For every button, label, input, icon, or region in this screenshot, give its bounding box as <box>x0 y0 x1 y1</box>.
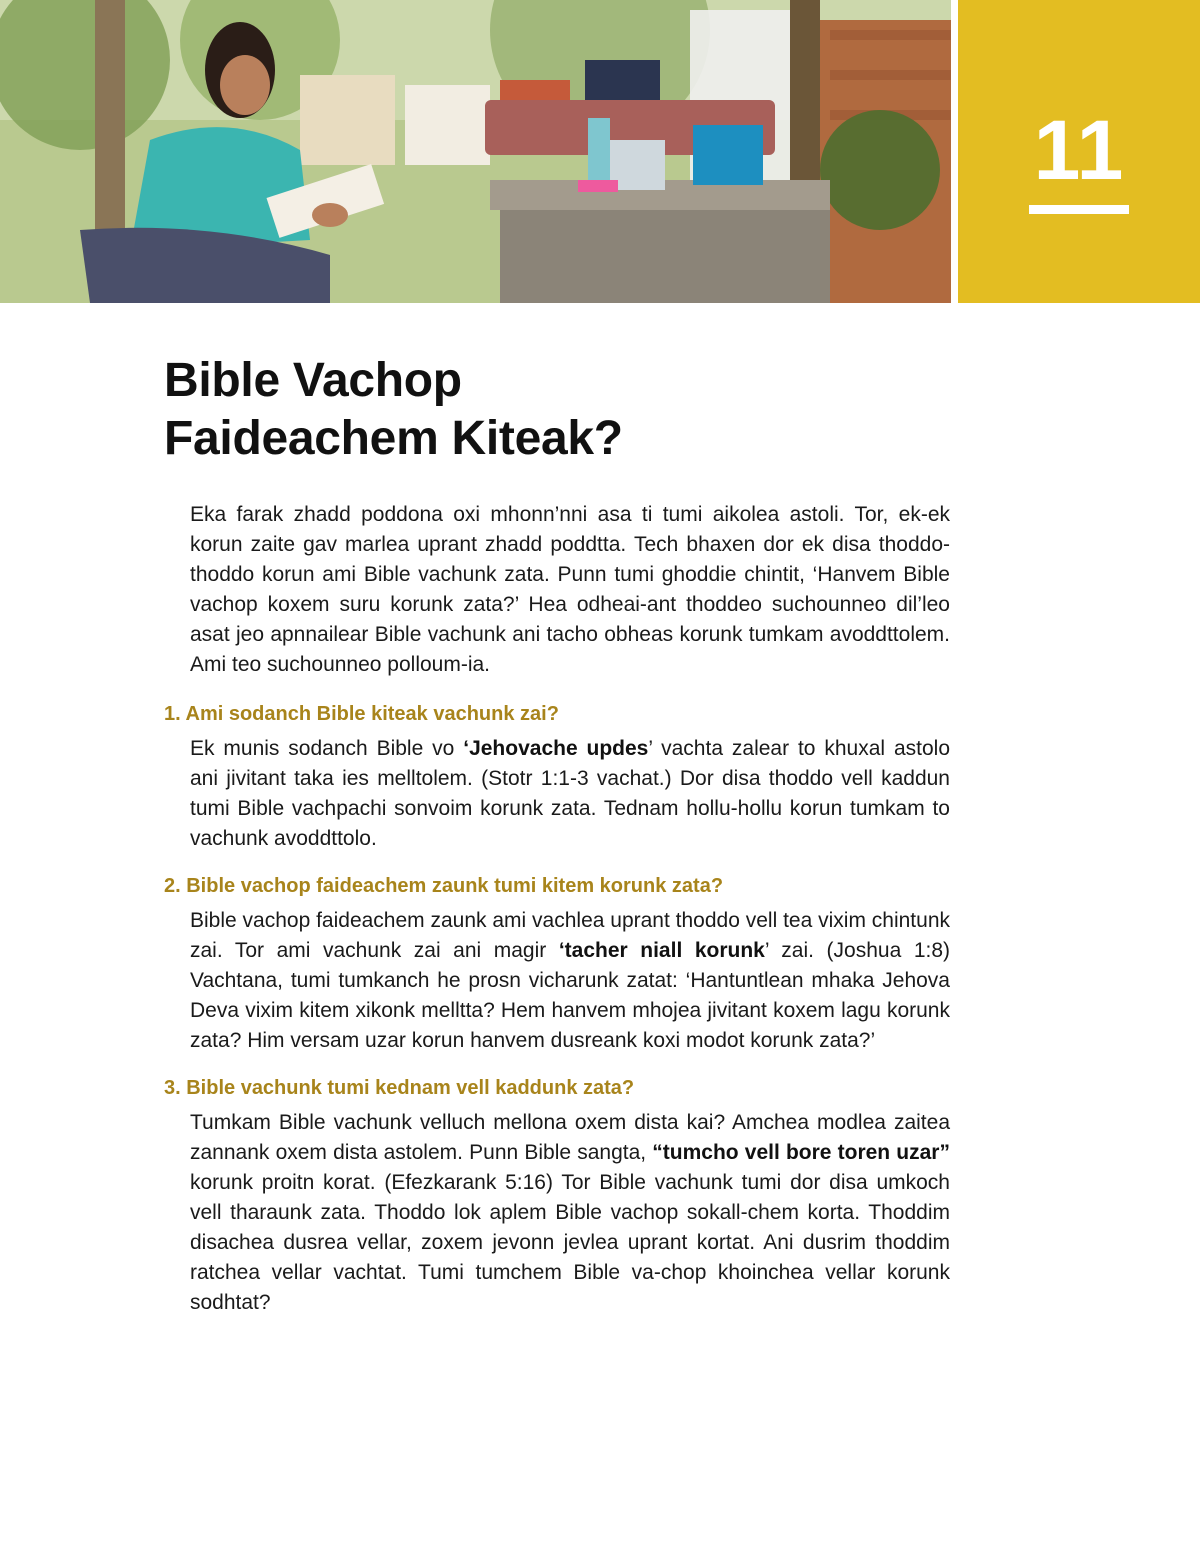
question-3: 3. Bible vachunk tumi kednam vell kaddunk zata? <box>164 1077 635 1099</box>
hero-illustration <box>0 0 951 303</box>
intro-paragraph: Eka farak zhadd poddona oxi mhonn’nni asa ti tumi aikolea astoli. Tor, ek-ek korun zaite gav marlea uprant zhadd poddtta. Tech bhaxen dor ek disa thoddo-thoddo korun ami Bible vachunk zata. Punn tumi ghoddie chintit, ‘Hanvem Bible vachop koxem suru korunk zata?’ Hea odheai-ant thoddeo suchounneo dil’leo asat jeo apnnailear Bible vachunk ani tacho obheas korunk tumkam avoddttolem. Ami teo suchounneo polloum-ia. <box>190 503 950 676</box>
title-line-1: Bible Vachop <box>164 354 462 407</box>
question-2: 2. Bible vachop faideachem zaunk tumi kitem korunk zata? <box>164 875 724 897</box>
answer-1 <box>190 734 950 854</box>
lesson-number: 11 <box>1033 103 1125 197</box>
answer-3-text-b: korunk proitn korat. (Efezkarank 5:16) Tor Bible vachunk tumi dor disa umkoch vell tharaunk zata. Thoddo lok aplem Bible vachop sokall-chem korta. Thoddim disachea dusrea vellar, zoxem jevonn jevlea uprant kortat. Ani dusrim thoddim ratchea vellar vachtat. Tumi tumchem Bible va-chop khoinchea vellar korunk sodhtat? <box>190 1171 950 1314</box>
answer-1-text-a: Ek munis sodanch Bible vo <box>190 737 464 760</box>
hero-photo <box>0 0 951 303</box>
title-line-2: Faideachem Kiteak? <box>164 412 623 465</box>
answer-3 <box>190 1108 950 1318</box>
answer-3-emphasis: “tumcho vell bore toren uzar” <box>652 1141 950 1164</box>
page-title <box>164 352 924 468</box>
answer-2-text-b: ’ zai. (Joshua 1:8) Vachtana, tumi tumkanch he prosn vicharunk zatat: ‘Hantuntlean mhaka Jehova Deva vixim kitem xikonk melltta? Hem hanvem mhojea jivitant koxem lagu korunk zata? Him versam uzar korun hanvem dusreank koxi modot korunk zata?’ <box>190 939 951 1052</box>
answer-2 <box>190 906 950 1056</box>
lesson-badge <box>958 0 1200 303</box>
question-1: 1. Ami sodanch Bible kiteak vachunk zai? <box>164 703 559 725</box>
answer-1-emphasis: ‘Jehovache updes <box>463 737 649 760</box>
lesson-underline <box>1029 205 1129 214</box>
answer-2-text-a: Bible vachop faideachem zaunk ami vachlea uprant thoddo vell tea vixim chintunk zai. Tor ami vachunk zai ani magir <box>190 909 950 962</box>
answer-2-emphasis: ‘tacher niall korunk <box>558 939 765 962</box>
lesson-content <box>164 500 952 1318</box>
answer-1-text-b: ’ vachta zalear to khuxal astolo ani jivitant taka ies melltolem. (Stotr 1:1-3 vachat.) Dor disa thoddo vell kaddun tumi Bible vachpachi sonvoim korunk zata. Tednam hollu-hollu korun tumkam to vachunk avoddttolo. <box>190 737 950 850</box>
answer-3-text-a: Tumkam Bible vachunk velluch mellona oxem dista kai? Amchea modlea zaitea zannank oxem dista astolem. Punn Bible sangta, <box>190 1111 950 1164</box>
